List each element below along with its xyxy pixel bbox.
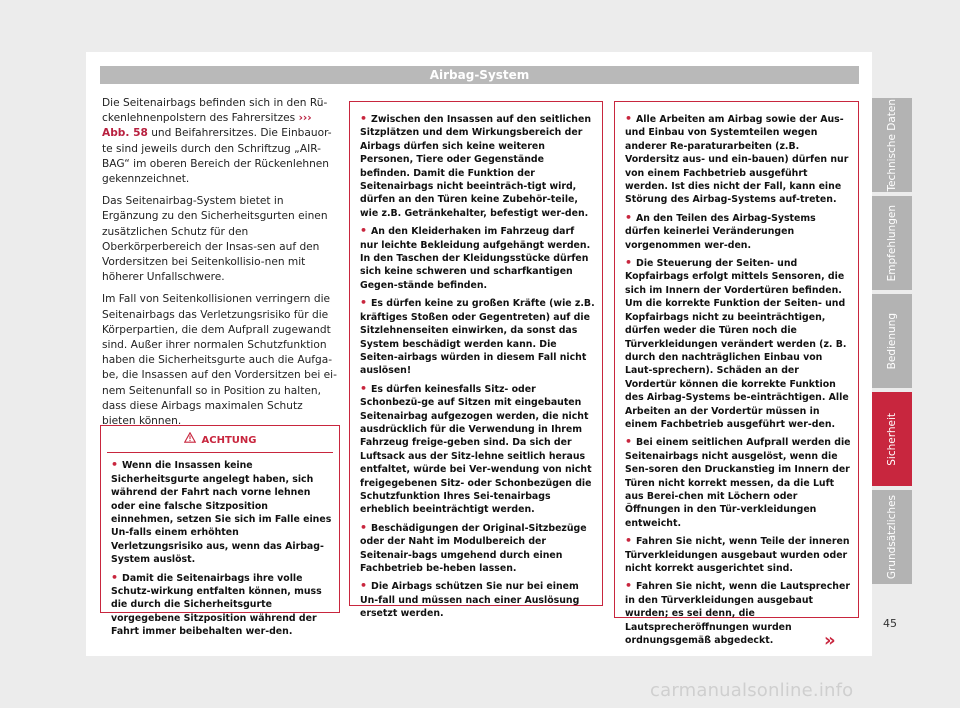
bullet-icon: • — [625, 256, 633, 270]
paragraph-2: Das Seitenairbag-System bietet in Ergänzung zu den Sicherheitsgurten einen zusätzlichen Schutz für den Oberkörperbereich der Insas-sen auf den Vordersitzen bei Seitenkollisio-nen mit höherer Unfallschwere. — [102, 195, 328, 284]
tab-bedienung[interactable]: Bedienung — [872, 294, 912, 388]
bullet-icon: • — [360, 224, 368, 238]
watermark: carmanualsonline.info — [650, 680, 854, 701]
warning-item: • Fahren Sie nicht, wenn die Lautsprecher in den Türverkleidungen ausgebaut wurden; es sei denn, die Lautsprecheröffnungen wurden ordnungsgemäß abgedeckt. — [625, 579, 850, 647]
warning-box — [100, 425, 340, 638]
warning-continued-box-1 — [349, 101, 603, 620]
bullet-icon: • — [360, 520, 368, 534]
bullet-icon: • — [360, 112, 368, 125]
continue-arrow-icon: » — [824, 630, 836, 651]
paragraph-3: Im Fall von Seitenkollisionen verringern die Seitenairbags das Verletzungsrisiko für die Körperpartien, die dem Aufprall zugewandt sind. Außer ihrer normalen Schutzfunktion haben die Sicherheitsgurte auch die Aufga-be, die Insassen auf den Vordersitzen bei ei-nem Seitenunfall so in Position zu halten, dass diese Airbags maximalen Schutz bieten können. — [102, 293, 337, 428]
warning-item: • Zwischen den Insassen auf den seitlichen Sitzplätzen und dem Wirkungsbereich der Airbags dürfen sich keine weiteren Personen, Tiere oder Gegenstände befinden. Damit die Funktion der Seitenairbags nicht beeinträch-tigt wird, dürfen an den Türen keine Zubehör-teile, wie z.B. Getränkehalter, befestigt wer-den. — [360, 112, 592, 219]
bullet-icon: • — [360, 579, 368, 593]
bullet-icon: • — [111, 458, 119, 472]
paragraph-1-text-a: Die Seitenairbags befinden sich in den Rü-ckenlehnenpolstern des Fahrersitzes — [102, 97, 328, 125]
body-column-1 — [102, 96, 338, 436]
section-header: Airbag-System — [100, 66, 859, 84]
bullet-icon: • — [625, 534, 633, 548]
tab-grundsaetzliches[interactable]: Grundsätzliches — [872, 490, 912, 584]
bullet-icon: • — [625, 579, 633, 593]
warning-item: • An den Kleiderhaken im Fahrzeug darf nur leichte Bekleidung aufgehängt werden. In den Taschen der Kleidungsstücke dürfen sich keine schweren und scharfkantigen Gegen-stände befinden. — [360, 224, 591, 291]
tab-sicherheit[interactable]: Sicherheit — [872, 392, 912, 486]
warning-triangle-icon — [184, 432, 196, 447]
bullet-icon: • — [360, 381, 368, 395]
tab-technische-daten[interactable]: Technische Daten — [872, 98, 912, 192]
warning-title: ACHTUNG — [201, 435, 257, 446]
warning-item: • Die Steuerung der Seiten- und Kopfairbags erfolgt mittels Sensoren, die sich im Innern der Vordertüren befinden. Um die korrekte Funktion der Seiten- und Kopfairbags nicht zu beeinträchtigen, dürfen weder die Türen noch die Türverkleidungen verändert werden (z. B. durch den nachträglichen Einbau von Laut-sprechern). Schäden an der Vordertür können die korrekte Funktion des Airbag-Systems be-einträchtigen. Alle Arbeiten an der Vordertür müssen in einem Fachbetrieb ausgeführt wer-den. — [625, 256, 849, 430]
bullet-icon: • — [625, 112, 633, 125]
figure-reference-link[interactable]: ››› Abb. 58 — [102, 112, 312, 140]
paragraph-1 — [102, 96, 338, 187]
warning-item: • An den Teilen des Airbag-Systems dürfen keinerlei Veränderungen vorgenommen wer-den. — [625, 210, 816, 251]
warning-item: • Alle Arbeiten am Airbag sowie der Aus- und Einbau von Systemteilen wegen anderer Re-paraturarbeiten (z.B. Vordersitz aus- und ein-bauen) dürfen nur von einem Fachbetrieb ausgeführt werden. Ist dies nicht der Fall, kann eine Störung des Airbag-Systems auf-treten. — [625, 112, 849, 206]
warning-header — [107, 426, 333, 453]
bullet-icon: • — [625, 210, 633, 224]
bullet-icon: • — [111, 570, 119, 584]
bullet-icon: • — [625, 435, 633, 449]
warning-continued-box-2 — [614, 101, 859, 647]
warning-item: • Damit die Seitenairbags ihre volle Schutz-wirkung entfalten können, muss die durch die Sicherheitsgurte vorgegebene Sitzposition während der Fahrt immer beibehalten wer-den. — [111, 570, 322, 638]
paragraph-1-text-b: und Beifahrersitzes. Die Einbauor-te sind jeweils durch den Schriftzug „AIR-BAG“ im oberen Bereich der Rückenlehnen gekennzeichnet. — [102, 127, 332, 186]
bullet-icon: • — [360, 296, 368, 310]
warning-item: • Fahren Sie nicht, wenn Teile der inneren Türverkleidungen ausgebaut wurden oder nicht korrekt ausgerichtet sind. — [625, 534, 850, 574]
tab-empfehlungen[interactable]: Empfehlungen — [872, 196, 912, 290]
warning-item: • Beschädigungen der Original-Sitzbezüge oder der Naht im Modulbereich der Seitenair-bags umgehend durch einen Fachbetrieb be-heben lassen. — [360, 520, 587, 574]
warning-item: • Es dürfen keinesfalls Sitz- oder Schonbezü-ge auf Sitzen mit eingebauten Seitenairbag aufgezogen werden, die nicht ausdrücklich für die Verwendung in Ihrem Fahrzeug freige-geben sind. Da sich der Luftsack aus der Sitz-lehne seitlich heraus entfaltet, würde bei Ver-wendung von nicht freigegebenen Sitz- oder Schonbezügen die Schutzfunktion Ihres Sei-tenairbags erheblich beeinträchtigt werden. — [360, 381, 592, 516]
warning-item: • Die Airbags schützen Sie nur bei einem Un-fall und müssen nach einer Auslösung ersetzt werden. — [360, 579, 580, 620]
manual-page — [86, 52, 872, 656]
page-number: 45 — [883, 617, 897, 630]
warning-item: • Wenn die Insassen keine Sicherheitsgurte angelegt haben, sich während der Fahrt nach vorne lehnen oder eine falsche Sitzposition einnehmen, setzen Sie sich im Falle eines Un-falls einem erhöhten Verletzungsrisiko aus, wenn das Airbag-System auslöst. — [111, 458, 332, 566]
warning-item: • Es dürfen keine zu großen Kräfte (wie z.B. kräftiges Stoßen oder Gegentreten) auf die Sitzlehnenseiten einwirken, da sonst das System beschädigt werden kann. Die Seiten-airbags würden in diesem Fall nicht auslösen! — [360, 296, 595, 377]
warning-item: • Bei einem seitlichen Aufprall werden die Seitenairbags nicht ausgelöst, wenn die Sen-soren den Druckanstieg im Innern der Türen nicht korrekt messen, da die Luft aus Berei-chen mit Löchern oder Öffnungen in den Tür-verkleidungen entweicht. — [625, 435, 851, 529]
